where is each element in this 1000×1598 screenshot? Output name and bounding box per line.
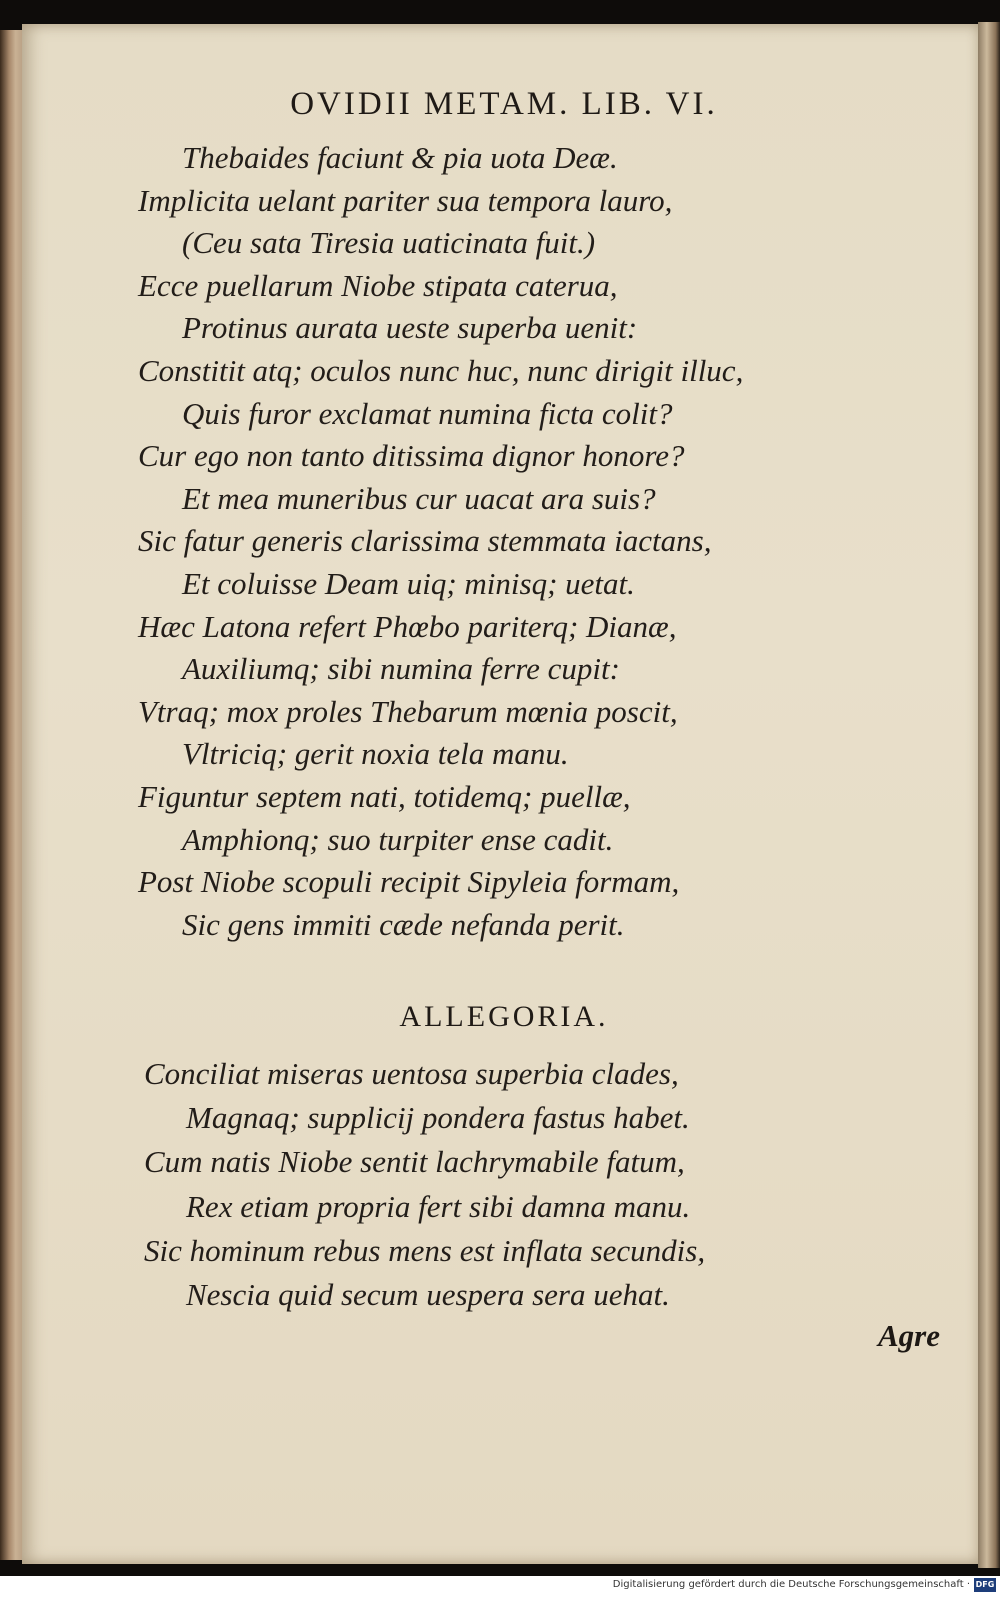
dfg-logo-icon: DFG [974,1578,996,1592]
verse-line: Cum natis Niobe sentit lachrymabile fatum, [144,1144,685,1180]
footer-credit: Digitalisierung gefördert durch die Deutsche Forschungsgemeinschaft · [612,1579,970,1590]
verse-line: Implicita uelant pariter sua tempora lauro, [138,182,673,218]
verse-line: Figuntur septem nati, totidemq; puellæ, [138,779,631,814]
verse-line: Magnaq; supplicij pondera fastus habet. [186,1100,690,1136]
verse-line: Conciliat miseras uentosa superbia clades, [144,1056,679,1091]
verse-line: Et coluisse Deam uiq; minisq; uetat. [182,566,635,601]
verse-line: Constitit atq; oculos nunc huc, nunc dirigit illuc, [138,353,744,388]
verse-line: Vtraq; mox proles Thebarum mœnia poscit, [138,693,678,729]
running-title: OVIDII METAM. LIB. VI. [290,86,718,122]
verse-line: Rex etiam propria fert sibi damna manu. [186,1188,691,1224]
verse-line: Vltriciq; gerit noxia tela manu. [182,736,569,772]
verse-line: Amphionq; suo turpiter ense cadit. [182,821,614,857]
page-fore-edge [978,22,1000,1568]
verse-line: Thebaides faciunt & pia uota Deæ. [182,140,618,175]
verse-line: Sic hominum rebus mens est inflata secundis, [144,1232,706,1268]
verse-line: Et mea muneribus cur uacat ara suis? [182,480,656,516]
catchword: Agre [878,1318,940,1353]
verse-line: Hæc Latona refert Phœbo pariterq; Dianæ, [138,608,677,644]
verse-line: Sic fatur generis clarissima stemmata iactans, [138,523,712,559]
verse-line: Cur ego non tanto ditissima dignor honore? [138,438,685,474]
verse-line: (Ceu sata Tiresia uaticinata fuit.) [182,225,596,261]
verse-line: Post Niobe scopuli recipit Sipyleia formam, [138,864,680,900]
verse-line: Protinus aurata ueste superba uenit: [182,310,638,346]
verse-line: Ecce puellarum Niobe stipata caterua, [138,267,618,303]
verse-line: Nescia quid secum uespera sera uehat. [186,1277,670,1312]
section-heading: ALLEGORIA. [399,1000,609,1033]
verse-line: Sic gens immiti cæde nefanda perit. [182,906,625,942]
verse-line: Quis furor exclamat numina ficta colit? [182,395,673,431]
verse-line: Auxiliumq; sibi numina ferre cupit: [182,651,620,687]
